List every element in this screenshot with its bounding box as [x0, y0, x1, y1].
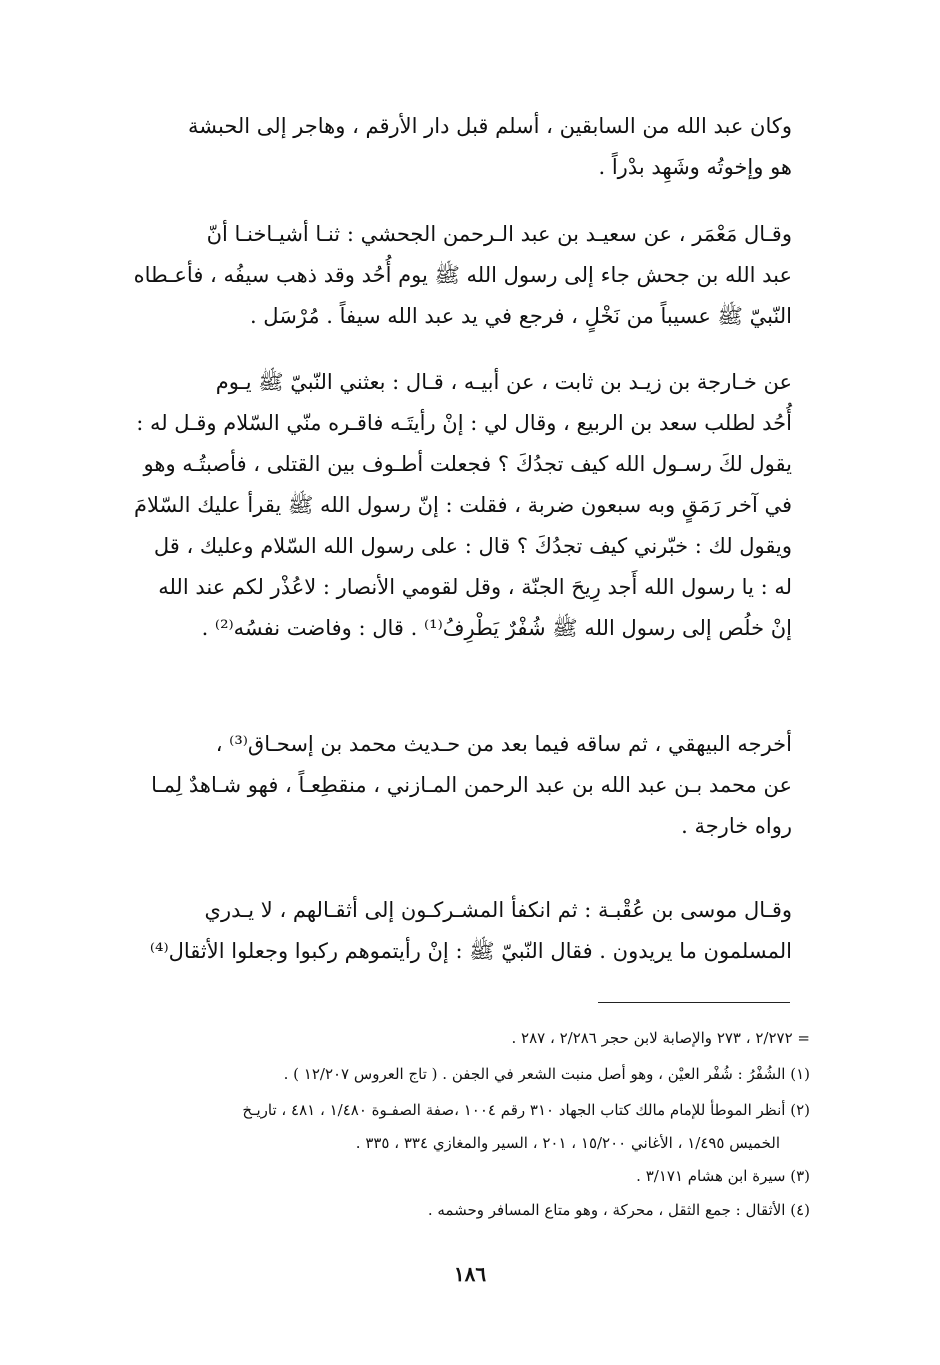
paragraph-kharija-narration — [100, 362, 792, 649]
text-line: في آخر رَمَقٍ وبه سبعون ضربة ، فقلت : إنّ رسول الله ﷺ يقرأ عليك السّلامَ — [134, 493, 792, 517]
text-line: عن خـارجة بن زيـد بن ثابت ، عن أبيـه ، قـال : بعثني النّبيّ ﷺ يـوم — [215, 370, 792, 394]
footnote-divider — [598, 1002, 790, 1003]
text-line: النّبيّ ﷺ عسيباً من نَخْلٍ ، فرجع في يد عبد الله سيفاً . مُرْسَل . — [249, 304, 792, 328]
text-line: عبد الله بن جحش جاء إلى رسول الله ﷺ يوم أُحُد وقد ذهب سيفُه ، فأعـطاه — [133, 263, 792, 287]
footnote-line: (١) الشُفْرُ : شُفْر العيْن ، وهو أصل منبت الشعر في الجفن . ( تاج العروس ١٢/٢٠٧ ) . — [283, 1065, 810, 1083]
paragraph-musa-ibn-uqba — [100, 890, 792, 972]
text-line: أخرجه البيهقي ، ثم ساقه فيما بعد من حـديث محمد بن إسحـاق⁽³⁾ ، — [215, 732, 792, 756]
text-line: المسلمون ما يريدون . فقال النّبيّ ﷺ : إنْ رأيتموهم ركبوا وجعلوا الأثقال⁽⁴⁾ — [149, 939, 792, 963]
footnote-continuation — [96, 1022, 810, 1055]
footnote-line: (٣) سيرة ابن هشام ٣/١٧١ . — [636, 1167, 810, 1185]
text-line: وقـال موسى بن عُقْبـة : ثم انكفأ المشـركـون إلى أثقـالهم ، لا يـدري — [204, 898, 792, 922]
paragraph-bayhaqi-source — [100, 724, 792, 847]
footnote-3 — [96, 1160, 810, 1193]
text-line: رواه خارجة . — [681, 814, 792, 838]
text-line: ويقول لك : خبّرني كيف تجدُكَ ؟ قال : على رسول الله السّلام وعليك ، قل — [153, 534, 792, 558]
footnote-line: الخميس ١/٤٩٥ ، الأغاني ١٥/٢٠٠ ، ٢٠١ ، السير والمغازي ٣٣٤ ، ٣٣٥ . — [355, 1134, 780, 1152]
text-line: إنْ خلُص إلى رسول الله ﷺ شُفْرٌ يَطْرِفُ⁽¹⁾ . قال : وفاضت نفسُه⁽²⁾ . — [201, 616, 792, 640]
text-line: وقـال مَعْمَر ، عن سعيـد بن عبد الـرحمن الجحشي : ثنـا أشيـاخنـا أنّ — [206, 222, 792, 246]
footnote-2 — [96, 1094, 810, 1160]
footnote-line: (٢) أنظر الموطأ للإمام مالك كتاب الجهاد ٣١٠ رقم ١٠٠٤ ،صفة الصفـوة ١/٤٨٠ ، ٤٨١ ، تاريـخ — [242, 1101, 810, 1119]
text-line: هو وإخوتُه وشَهِد بدْراً . — [598, 155, 792, 179]
paragraph-abdullah-early-muslim — [100, 106, 792, 188]
footnote-4 — [96, 1194, 810, 1227]
footnote-line: = ٢/٢٧٢ ، ٢٧٣ والإصابة لابن حجر ٢/٢٨٦ ، ٢٨٧ . — [511, 1029, 810, 1047]
text-line: عن محمد بـن عبد الله بن عبد الرحمن المـازني ، منقطِعـاً ، فهو شـاهدٌ لِمـا — [151, 773, 792, 797]
text-line: أُحُد لطلب سعد بن الربيع ، وقال لي : إنْ رأيتَـه فاقـره منّي السّلام وقـل له : — [136, 411, 792, 435]
paragraph-mamar-narration — [100, 214, 792, 337]
footnote-1 — [96, 1058, 810, 1091]
page-number: ١٨٦ — [453, 1262, 487, 1286]
text-line: له : يا رسول الله أَجد رِيحَ الجنّة ، وقل لقومي الأنصار : لاعُذْر لكم عند الله — [158, 575, 792, 599]
footnote-line: (٤) الأثقال : جمع الثقل ، محركة ، وهو متاع المسافر وحشمه . — [427, 1201, 810, 1219]
text-line: وكان عبد الله من السابقين ، أسلم قبل دار الأرقم ، وهاجر إلى الحبشة — [188, 114, 792, 138]
text-line: يقول لكَ رسـول الله كيف تجدُكَ ؟ فجعلت أطـوف بين القتلى ، فأصبتُـه وهو — [143, 452, 792, 476]
